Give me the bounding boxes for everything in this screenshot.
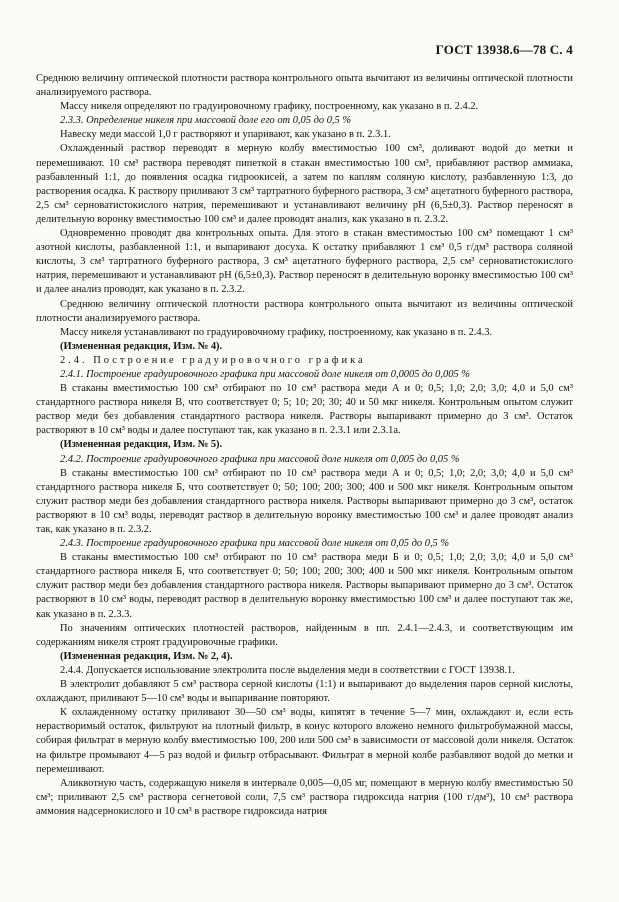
paragraph-15: В стаканы вместимостью 100 см³ отбирают по 10 см³ раствора меди А и 0; 0,5; 1,0; 2,0; 3,0; 4,0 и 5,0 см³ стандартного раствора никеля Б, что соответствует 0; 50; 100; 200; 300; 400 и 500 мкг никеля. Контрольным опытом служит раствор меди без добавления стандартного раствора никеля. Растворы выпаривают примерно до 3 см³, остаток растворяют в 10 см³ воды, переводят раствор в делительную воронку вместимостью 100 см³ и далее проводят анализ так, как указано в п. 2.3.2. (36, 467, 573, 535)
paragraph-1: Среднюю величину оптической плотности раствора контрольного опыта вычитают из величины оптической плотности анализируемого раствора. (36, 73, 573, 99)
paragraph-10: 2.4. Построение градуировочного графика (60, 354, 366, 366)
paragraph-12: В стаканы вместимостью 100 см³ отбирают по 10 см³ раствора меди А и 0; 0,5; 1,0; 2,0; 3,0; 4,0 и 5,0 см³ стандартного раствора никеля В, что соответствует 0; 5; 10; 20; 30; 40 и 50 мкг никеля. Контрольным опытом служит раствор меди без добавления стандартного раствора никеля. Растворы выпаривают примерно до 3 см³. Остаток растворяют в 10 см³ воды и далее поступают так, как указано в п. 2.3.1 или 2.3.1а. (36, 383, 573, 437)
paragraph-22: К охлажденному остатку приливают 30—50 см³ воды, кипятят в течение 5—7 мин, охлаждают и, если есть нерастворимый остаток, фильтруют на плотный фильтр, в конус которого вложено немного фильтробумажной массы, собирая фильтрат в мерную колбу вместимостью 100, 200 или 500 см³ в зависимости от массовой доли никеля. Остаток на фильтре промывают 4—5 раз водой и фильтр отбрасывают. Фильтрат в мерной колбе разбавляют водой до метки и перемешивают. (36, 707, 573, 775)
paragraph-19: (Измененная редакция, Изм. № 2, 4). (60, 650, 233, 662)
paragraph-9: (Измененная редакция, Изм. № 4). (60, 340, 223, 352)
paragraph-8: Массу никеля устанавливают по градуировочному графику, построенному, как указано в п. 2.4.3. (60, 326, 493, 338)
page-header: ГОСТ 13938.6—78 С. 4 (435, 42, 573, 57)
paragraph-2: Массу никеля определяют по градуировочному графику, построенному, как указано в п. 2.4.2. (60, 101, 479, 113)
paragraph-17: В стаканы вместимостью 100 см³ отбирают по 10 см³ раствора меди Б и 0; 0,5; 1,0; 2,0; 3,0; 4,0 и 5,0 см³ стандартного раствора никеля Б, что соответствует 0; 50; 100; 200; 300; 400 и 500 мкг никеля. Контрольным опытом служит раствор меди без добавления стандартного раствора никеля. Растворы выпаривают примерно до 3 см³. Остаток растворяют в 10 см³ воды, переводят раствор в делительную воронку вместимостью 100 см³ и далее поступают так же, как указано в п. 2.3.3. (36, 552, 573, 620)
paragraph-14: 2.4.2. Построение градуировочного графика при массовой доле никеля от 0,005 до 0,05 % (60, 453, 460, 465)
paragraph-13: (Измененная редакция, Изм. № 5). (60, 439, 223, 451)
paragraph-16: 2.4.3. Построение градуировочного графика при массовой доле никеля от 0,05 до 0,5 % (60, 538, 450, 550)
paragraph-23: Аликвотную часть, содержащую никеля в интервале 0,005—0,05 мг, помещают в мерную колбу вместимостью 50 см³; приливают 2,5 см³ раствора сегнетовой соли, 7,5 см³ раствора гидроксида натрия (100 г/дм³), 10 см³ раствора аммония надсернокислого и 10 см³ в растворе гидроксида натрия (36, 777, 573, 817)
paragraph-7: Среднюю величину оптической плотности раствора контрольного опыта вычитают из величины оптической плотности анализируемого раствора. (36, 298, 573, 324)
paragraph-6: Одновременно проводят два контрольных опыта. Для этого в стакан вместимостью 100 см³ помещают 1 см³ азотной кислоты, разбавленной 1:1, и выпаривают досуха. К остатку прибавляют 1 см³ 0,5 г/дм³ раствора соляной кислоты, 3 см³ тартратного буферного раствора, 3 см³ ацетатного буферного раствора, 2,5 см³ серноватистокислого натрия, перемешивают и устанавливают рН (6,5±0,3). Раствор переносят в делительную воронку вместимостью 100 см³ и далее анализ проводят, как указано в п. 2.3.2. (36, 228, 573, 296)
paragraph-21: В электролит добавляют 5 см³ раствора серной кислоты (1:1) и выпаривают до выделения паров серной кислоты, охлаждают, приливают 5—10 см³ воды и выпаривание повторяют. (36, 679, 573, 705)
paragraph-5: Охлажденный раствор переводят в мерную колбу вместимостью 100 см³, доливают водой до метки и перемешивают. 10 см³ раствора переводят пипеткой в стакан вместимостью 100 см³, прибавляют раствор аммиака, разбавленный 1:1, до появления осадка гидроокисей, а затем по каплям соляную кислоту, разбавленную 1:3, до растворения осадка. К раствору приливают 3 см³ тартратного буферного раствора, 3 см³ ацетатного буферного раствора, 2,5 см³ сернoватистокислого натрия, перемешивают и устанавливают величину рН (6,5±0,3). Раствор переносят в делительную воронку вместимостью 100 см³ и далее проводят анализ, как указано в п. 2.3.2. (36, 143, 573, 225)
paragraph-18: По значениям оптических плотностей растворов, найденным в пп. 2.4.1—2.4.3, и соответствующим им содержаниям никеля строят градуировочные графики. (36, 622, 573, 648)
paragraph-3: 2.3.3. Определение никеля при массовой доле его от 0,05 до 0,5 % (60, 115, 352, 127)
document-body (36, 72, 573, 819)
paragraph-20: 2.4.4. Допускается использование электролита после выделения меди в соответствии с ГОСТ 13938.1. (60, 664, 515, 676)
paragraph-11: 2.4.1. Построение градуировочного графика при массовой доле никеля от 0,0005 до 0,005 % (60, 368, 470, 380)
paragraph-4: Навеску меди массой 1,0 г растворяют и упаривают, как указано в п. 2.3.1. (60, 129, 391, 141)
